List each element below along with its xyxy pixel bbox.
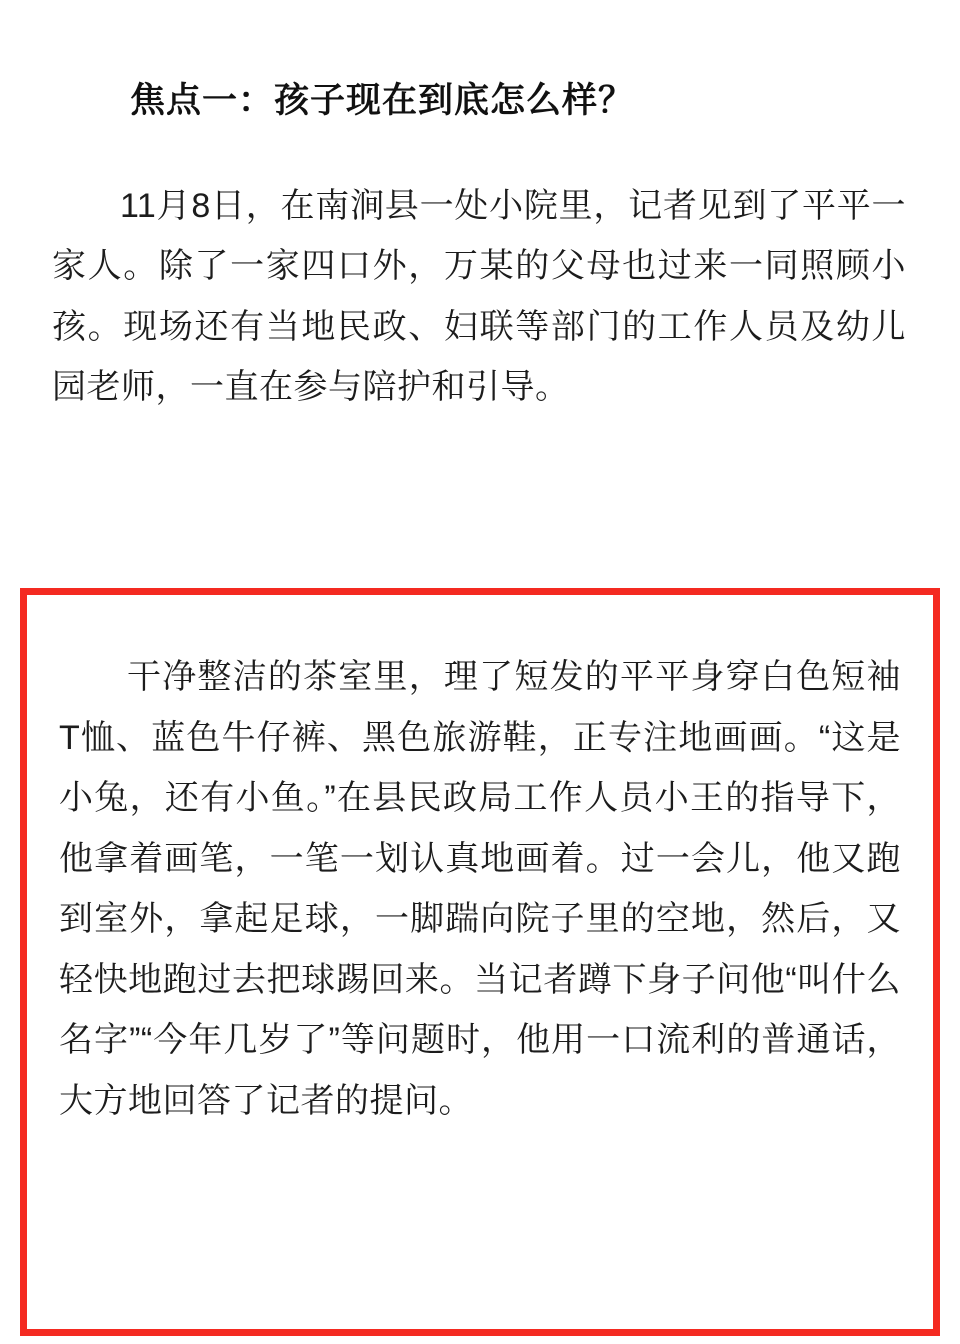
highlight-box bbox=[20, 588, 940, 1336]
intro-paragraph: 11月8日，在南涧县一处小院里，记者见到了平平一家人。除了一家四口外，万某的父母也过来一同照顾小孩。现场还有当地民政、妇联等部门的工作人员及幼儿园老师，一直在参与陪护和引导。 bbox=[52, 186, 906, 407]
highlighted-paragraph: 干净整洁的茶室里，理了短发的平平身穿白色短袖T恤、蓝色牛仔裤、黑色旅游鞋，正专注地画画。“这是小兔，还有小鱼。”在县民政局工作人员小王的指导下，他拿着画笔，一笔一划认真地画着。过一会儿，他又跑到室外，拿起足球，一脚踹向院子里的空地，然后，又轻快地跑过去把球踢回来。当记者蹲下身子问他“叫什么名字”“今年几岁了”等问题时，他用一口流利的普通话，大方地回答了记者的提问。 bbox=[59, 658, 901, 1120]
page-title: 焦点一：孩子现在到底怎么样？ bbox=[130, 81, 635, 120]
